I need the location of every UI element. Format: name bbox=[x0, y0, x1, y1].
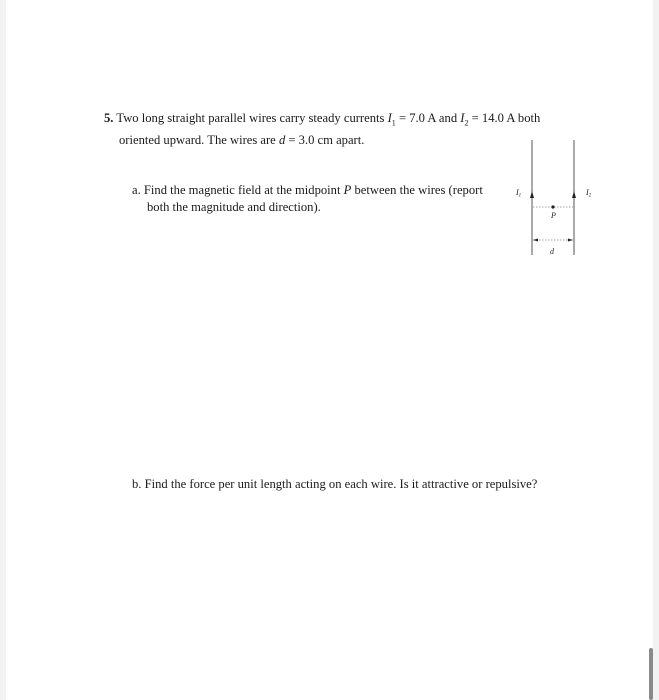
wire-1-label: I1 bbox=[516, 188, 522, 199]
current-2-symbol: I bbox=[460, 111, 465, 125]
current-2-subscript: 2 bbox=[464, 118, 469, 128]
wires-diagram bbox=[500, 130, 610, 265]
midpoint-label: P bbox=[551, 211, 556, 220]
current-1-subscript: 1 bbox=[391, 118, 396, 128]
distance-symbol: d bbox=[278, 132, 286, 147]
part-a-line-2: both the magnitude and direction). bbox=[147, 200, 321, 214]
midpoint-dot bbox=[551, 205, 554, 208]
current-1-symbol: I bbox=[387, 111, 392, 125]
distance-label: d bbox=[550, 247, 554, 256]
current-2-value: = 14.0 A both bbox=[471, 111, 541, 125]
problem-line-1 bbox=[104, 110, 604, 132]
part-b-text: Find the force per unit length acting on each wire. Is it attractive or repulsive? bbox=[144, 477, 538, 491]
wire-2-current-arrow-icon bbox=[572, 191, 576, 198]
distance-value: = 3.0 cm apart. bbox=[288, 132, 365, 147]
problem-text-orientation: oriented upward. The wires are bbox=[119, 132, 276, 147]
wire-1-current-arrow-icon bbox=[530, 191, 534, 198]
part-a-label: a. bbox=[132, 183, 141, 197]
problem-number: 5. bbox=[104, 111, 114, 125]
distance-arrow-left-icon bbox=[533, 239, 538, 242]
problem-text-start: Two long straight parallel wires carry steady currents bbox=[116, 111, 385, 125]
midpoint-symbol: P bbox=[343, 183, 352, 197]
page-edge-right bbox=[653, 0, 659, 700]
current-1-value: = 7.0 A and bbox=[398, 111, 458, 125]
part-a-line-1 bbox=[132, 182, 512, 199]
part-a-text-start: Find the magnetic field at the midpoint bbox=[143, 183, 341, 197]
part-a-text-end: between the wires (report bbox=[354, 183, 483, 197]
page-edge-left bbox=[0, 0, 6, 700]
scrollbar-thumb[interactable] bbox=[649, 648, 653, 700]
part-b-label: b. bbox=[132, 477, 142, 491]
wires-diagram-svg bbox=[500, 130, 610, 260]
part-b bbox=[132, 476, 592, 493]
distance-arrow-right-icon bbox=[568, 239, 573, 242]
wire-2-label: I2 bbox=[586, 188, 592, 199]
part-a bbox=[132, 182, 512, 216]
